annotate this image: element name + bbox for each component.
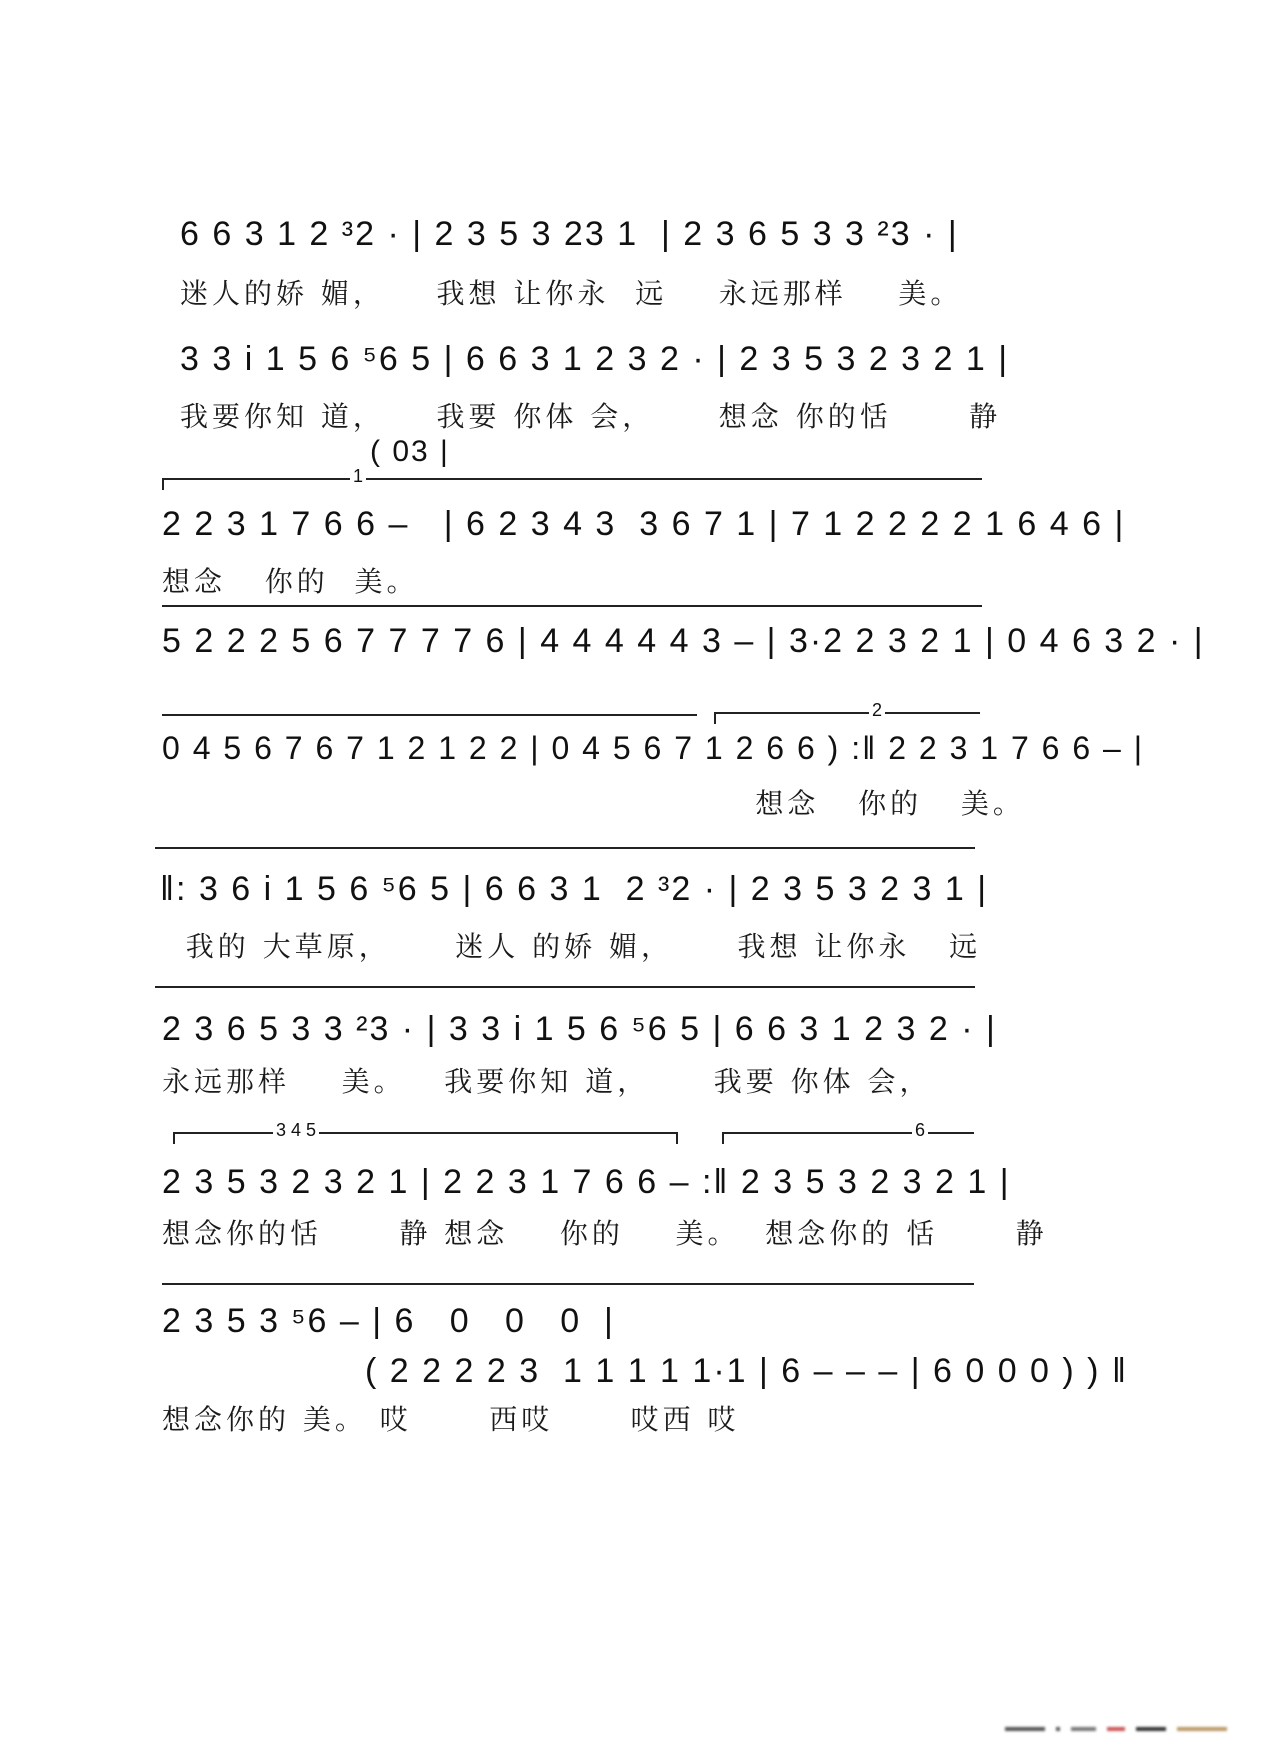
notation-line-8: 2 3 5 3 2 3 2 1 | 2 2 3 1 7 6 6 – :‖ 2 3 5 3 2 3 2 1 | (162, 1163, 1011, 1201)
volta-bracket-345 (173, 1120, 678, 1140)
volta-bracket-1 (162, 466, 982, 486)
notation-line-7: 2 3 6 5 3 3 ²3 · | 3 3 i 1 5 6 ⁵6 5 | 6 6 3 1 2 3 2 · | (162, 1010, 997, 1048)
notation-line-1: 6 6 3 1 2 ³2 · | 2 3 5 3 23 1 | 2 3 6 5 3 3 ²3 · | (180, 215, 959, 253)
volta-bracket-line (162, 714, 697, 716)
interlude-prefix: ( 03 | (370, 435, 450, 468)
lyrics-line-8: 想念你的恬 静 想念 你的 美。 想念你的 恬 静 (162, 1217, 1048, 1250)
lyrics-line-5: 想念 你的 美。 (162, 787, 1025, 820)
accompaniment-line: ( 2 2 2 2 3 1 1 1 1 1·1 | 6 – – – | 6 0 0 0 ) ) ‖ (365, 1352, 1128, 1390)
volta-bracket-2 (714, 700, 980, 720)
separator-line (162, 1283, 974, 1285)
lyrics-line-1: 迷人的娇 媚， 我想 让你永 远 永远那样 美。 (180, 277, 963, 310)
volta-label: 3 4 5 (273, 1120, 319, 1141)
notation-line-2: 3 3 i 1 5 6 ⁵6 5 | 6 6 3 1 2 3 2 · | 2 3 5 3 2 3 2 1 | (180, 340, 1010, 378)
lyrics-line-2: 我要你知 道， 我要 你体 会， 想念 你的恬 静 (180, 400, 1002, 433)
notation-line-6: ‖: 3 6 i 1 5 6 ⁵6 5 | 6 6 3 1 2 ³2 · | 2 3 5 3 2 3 1 | (160, 870, 989, 908)
notation-line-9: 2 3 5 3 ⁵6 – | 6 0 0 0 | (162, 1302, 615, 1340)
lyrics-line-6: 我的 大草原， 迷人 的娇 媚， 我想 让你永 远 (160, 930, 982, 963)
separator-line (155, 986, 975, 988)
separator-line (162, 605, 982, 607)
separator-line (155, 847, 975, 849)
notation-line-3: 2 2 3 1 7 6 6 – | 6 2 3 4 3 3 6 7 1 | 7 1 2 2 2 2 1 6 4 6 | (162, 505, 1126, 543)
lyrics-line-3: 想念 你的 美。 (162, 565, 419, 598)
volta-label: 6 (912, 1120, 928, 1141)
lyrics-line-7: 永远那样 美。 我要你知 道， 我要 你体 会， (162, 1065, 932, 1098)
watermark (1005, 1718, 1255, 1728)
volta-label: 2 (869, 700, 885, 721)
volta-label: 1 (350, 466, 366, 487)
lyrics-line-9: 想念你的 美。 哎 西哎 哎西 哎 (162, 1403, 740, 1436)
volta-bracket-6 (722, 1120, 974, 1140)
notation-line-4: 5 2 2 2 5 6 7 7 7 7 6 | 4 4 4 4 4 3 – | 3·2 2 3 2 1 | 0 4 6 3 2 · | (162, 622, 1205, 660)
notation-line-5: 0 4 5 6 7 6 7 1 2 1 2 2 | 0 4 5 6 7 1 2 6 6 ) :‖ 2 2 3 1 7 6 6 – | (162, 730, 1144, 766)
